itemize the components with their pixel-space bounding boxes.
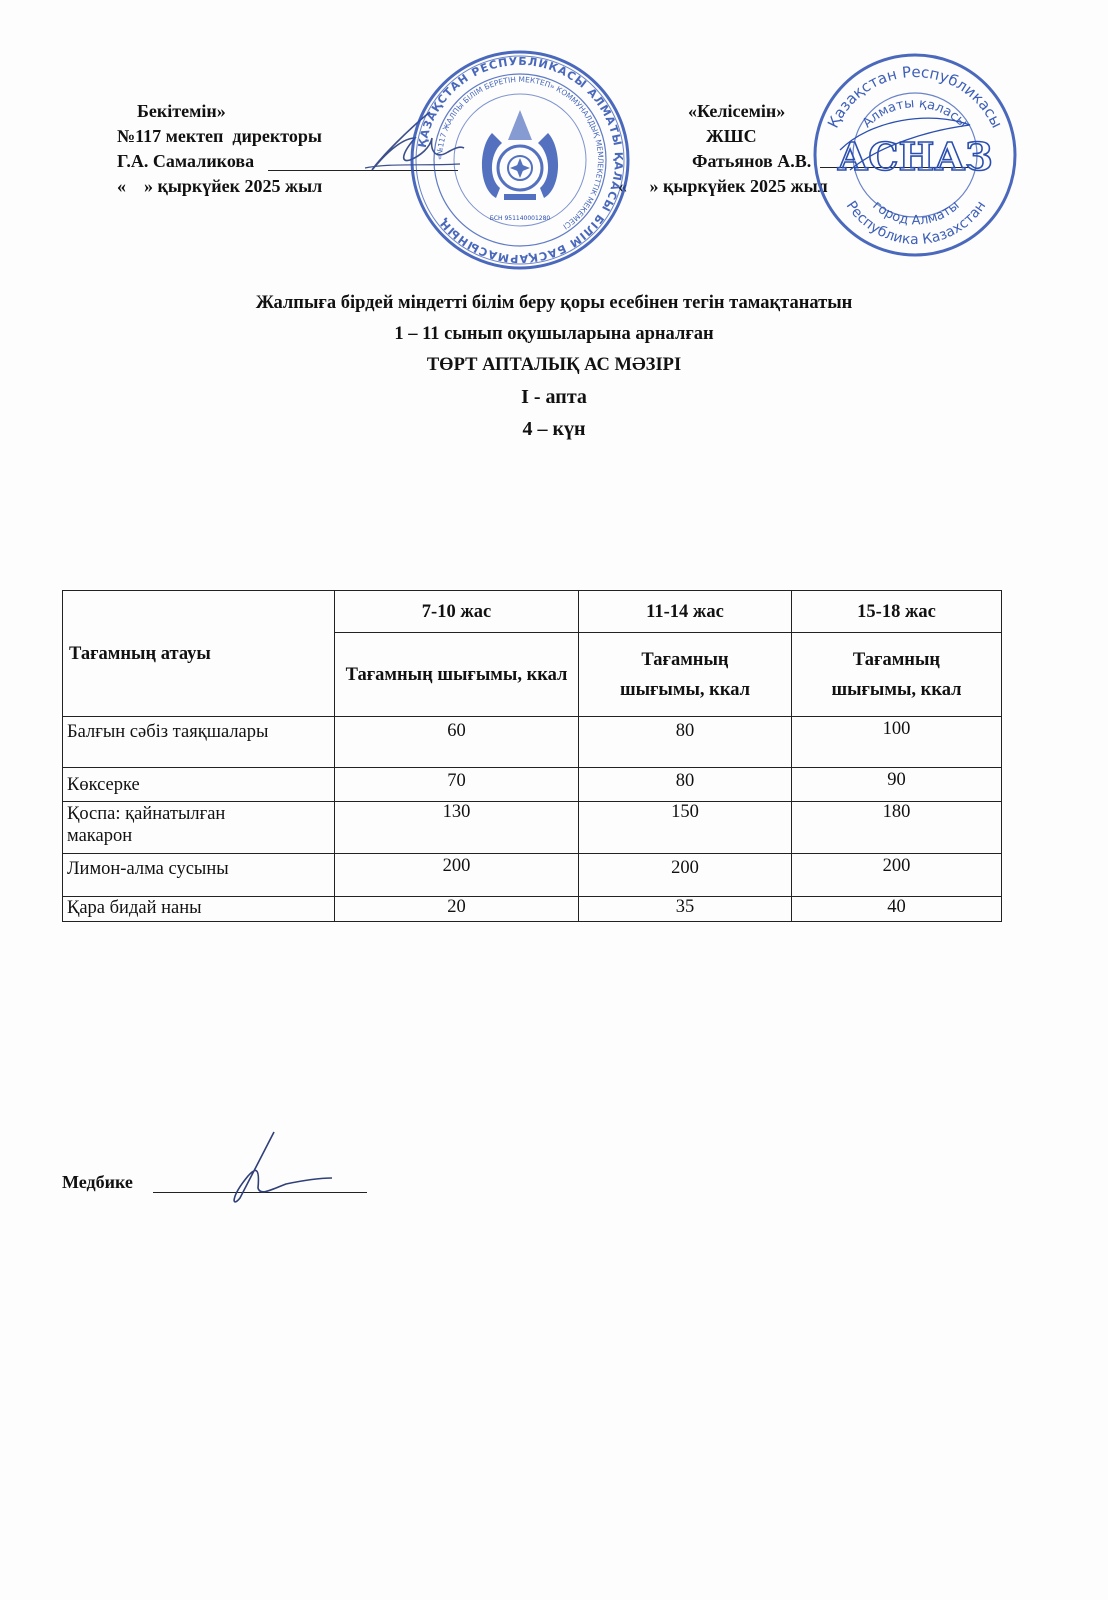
- table-row: [63, 802, 1002, 854]
- table-row: [63, 854, 1002, 897]
- kcal-15-18: 90: [792, 768, 1002, 802]
- supplier-stamp: [810, 50, 1020, 260]
- kcal-11-14: 80: [579, 768, 792, 802]
- header-yield-kcal: Тағамның шығымы, ккал: [579, 633, 792, 717]
- nurse-label: Медбике: [62, 1172, 133, 1192]
- kcal-11-14: 150: [579, 802, 792, 854]
- supplier-stamp-top-text-2: Алматы қаласы: [859, 96, 971, 132]
- kcal-7-10: 130: [335, 802, 579, 854]
- header-yield-kcal: Тағамның шығымы, ккал: [335, 633, 579, 717]
- dish-name: Көксерке: [63, 768, 335, 802]
- kcal-11-14: 80: [579, 717, 792, 768]
- kcal-7-10: 70: [335, 768, 579, 802]
- school-stamp: [408, 48, 632, 272]
- kcal-11-14: 35: [579, 897, 792, 922]
- header-age-group: 7-10 жас: [335, 591, 579, 633]
- supplier-stamp-logo: АСНАЗ: [837, 134, 993, 179]
- day-label: 4 – күн: [522, 418, 586, 440]
- header-yield-kcal: Тағамның шығымы, ккал: [792, 633, 1002, 717]
- title-line-1: Жалпыға бірдей міндетті білім беру қоры есебінен тегін тамақтанатын: [255, 293, 853, 313]
- header-dish-name: Тағамның атауы: [63, 591, 335, 717]
- dish-name: Балғын сәбіз таяқшалары: [63, 717, 335, 768]
- table-row: [63, 717, 1002, 768]
- supplier-stamp-top-text: Қазақстан Республикасы: [823, 62, 1007, 131]
- approval-right-date: « » қыркүйек 2025 жыл: [618, 176, 828, 196]
- table-header-row: [63, 591, 1002, 633]
- kcal-15-18: 100: [792, 717, 1002, 768]
- dish-name: Лимон-алма сусыны: [63, 854, 335, 897]
- approval-left-title: Бекітемін»: [137, 101, 226, 121]
- menu-table: [62, 590, 1002, 922]
- title-line-3: ТӨРТ АПТАЛЫҚ АС МӘЗІРІ: [426, 355, 682, 375]
- supplier-stamp-bottom-text-2: город Алматы: [869, 198, 963, 229]
- school-stamp-inner-text: «№117 ЖАЛПЫ БІЛІМ БЕРЕТІН МЕКТЕП» КОММУНАЛДЫҚ МЕМЛЕКЕТТІК МЕКЕМЕСІ: [434, 74, 606, 232]
- supplier-stamp-bottom-text: Республика Казахстан: [842, 198, 990, 249]
- approval-left-date: « » қыркүйек 2025 жыл: [117, 176, 323, 196]
- kcal-7-10: 200: [335, 854, 579, 897]
- title-line-2: 1 – 11 сынып оқушыларына арналған: [394, 324, 714, 344]
- header-age-group: 11-14 жас: [579, 591, 792, 633]
- kcal-11-14: 200: [579, 854, 792, 897]
- kcal-15-18: 40: [792, 897, 1002, 922]
- school-stamp-bin: БСН 951140001280: [489, 215, 551, 222]
- kcal-7-10: 20: [335, 897, 579, 922]
- approval-left-position: №117 мектеп директоры: [117, 126, 322, 146]
- approval-right-title: «Келісемін»: [688, 101, 786, 121]
- dish-name: Қара бидай наны: [63, 897, 335, 922]
- header-age-group: 15-18 жас: [792, 591, 1002, 633]
- approval-right-org: ЖШС: [706, 126, 757, 146]
- approval-right-name: Фатьянов А.В.: [692, 151, 812, 171]
- nurse-signature: [210, 1128, 340, 1208]
- approval-left-name: Г.А. Самаликова: [117, 151, 255, 171]
- kcal-7-10: 60: [335, 717, 579, 768]
- school-stamp-outer-text: ҚАЗАҚСТАН РЕСПУБЛИКАСЫ АЛМАТЫ ҚАЛАСЫ БІЛІМ БАСҚАРМАСЫНЫҢ: [415, 54, 626, 266]
- kcal-15-18: 200: [792, 854, 1002, 897]
- week-label: I - апта: [521, 386, 587, 408]
- table-row: [63, 768, 1002, 802]
- emblem-icon: [482, 110, 558, 200]
- table-row: [63, 897, 1002, 922]
- kcal-15-18: 180: [792, 802, 1002, 854]
- dish-name: Қоспа: қайнатылған макарон: [63, 802, 335, 854]
